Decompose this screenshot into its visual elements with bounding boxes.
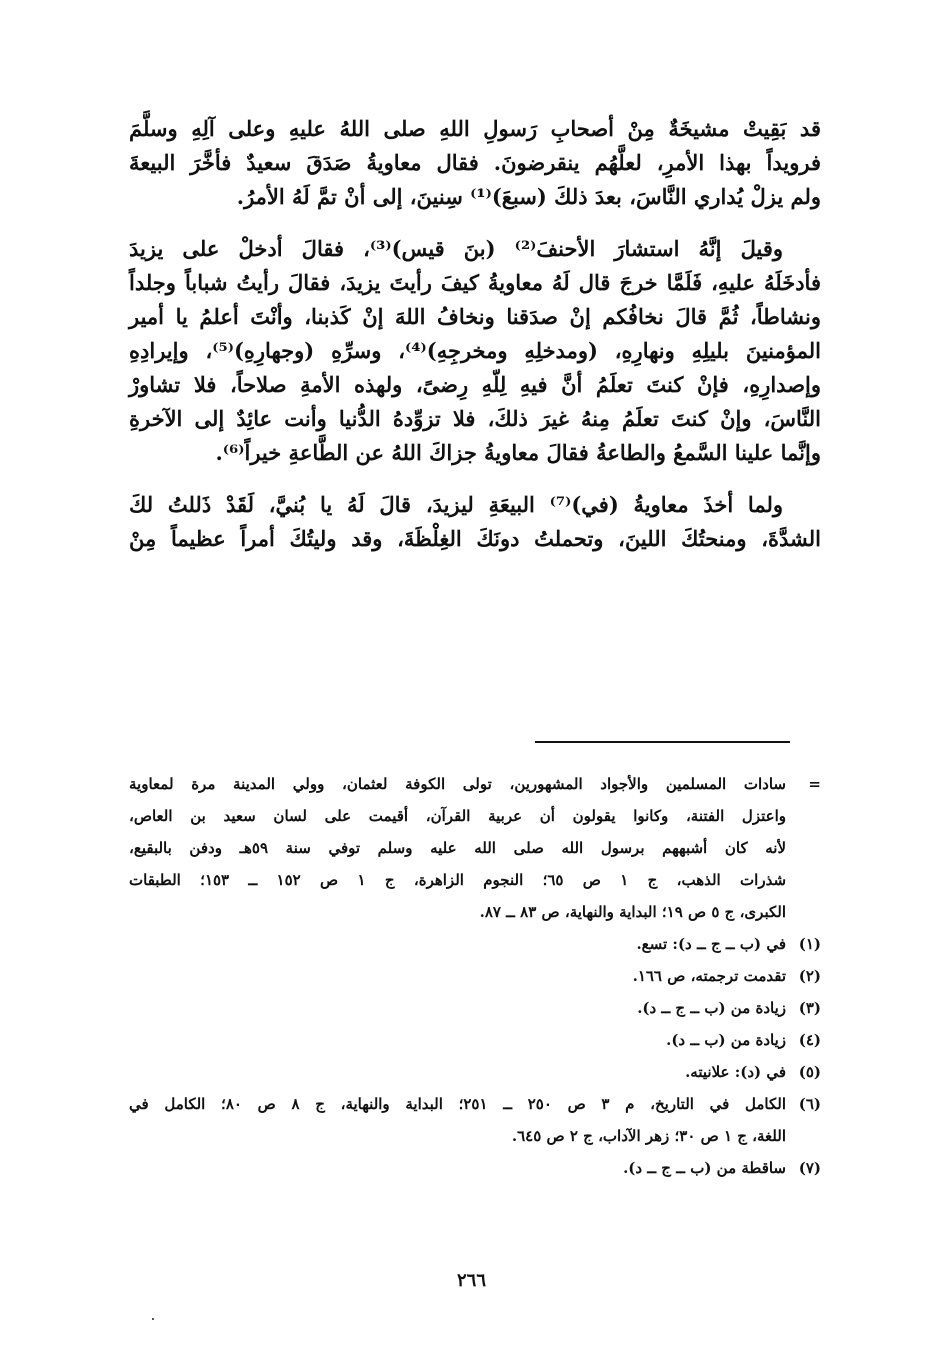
text-line: وإنَّما علينا السَّمعُ والطاعةُ فقالَ معاويةُ جزاكَ اللهُ عن الطَّاعةِ خيراً⁽⁶⁾. <box>215 440 821 465</box>
footnote-number: (٧) <box>798 1159 821 1177</box>
footnote-text: اللغة، ج ١ ص ٣٠؛ زهر الآداب، ج ٢ ص ٦٤٥. <box>511 1127 786 1145</box>
footnote-2 <box>129 960 821 992</box>
text-line: الشدَّةَ، ومنحتُكَ اللينَ، وتحملتُ دونَكَ الغِلْظَةَ، وقد وليتُكَ أمراً عظيماً مِنْ <box>129 526 821 551</box>
footnote-number: (١) <box>798 935 821 953</box>
text-line: فرويداً بهذا الأمرِ، لعلَّهُم ينقرضونَ. فقال معاويةُ صَدَقَ سعيدٌ فأخَّرَ البيعةَ <box>129 150 821 175</box>
footnote-text: في (ب ــ ج ــ د): تسع. <box>636 935 786 953</box>
footnote-5 <box>129 1056 821 1088</box>
footnote-continuation <box>129 768 821 928</box>
paragraph-1 <box>129 112 821 214</box>
footnote-text: في (د): علانيته. <box>685 1063 786 1081</box>
scan-speck <box>152 1318 154 1320</box>
footnote-number: (٢) <box>798 967 821 985</box>
text-line: النَّاسَ، وإنْ كنتَ تعلَمُ مِنهُ غيرَ ذلكَ، فلا تزوِّدهُ الدُّنيا وأنت عائِدٌ إلى الآخرةِ <box>129 406 821 431</box>
footnote-line: الكبرى، ج ٥ ص ١٩؛ البداية والنهاية، ص ٨٣ ــ ٨٧. <box>479 903 786 921</box>
footnotes-section <box>129 768 821 1184</box>
footnote-line: سادات المسلمين والأجواد المشهورين، تولى الكوفة لعثمان، وولي المدينة مرة لمعاوية <box>129 775 786 793</box>
footnote-line: لأنه كان أشبههم برسول الله صلى الله عليه وسلم توفي سنة ٥٩هـ ودفن بالبقيع، <box>129 839 787 857</box>
page-number: ٢٦٦ <box>456 1270 486 1291</box>
footnote-line: شذرات الذهب، ج ١ ص ٦٥؛ النجوم الزاهرة، ج ١ ص ١٥٢ ــ ١٥٣؛ الطبقات <box>129 871 787 889</box>
footnote-separator <box>535 741 790 743</box>
paragraph-2 <box>129 232 821 470</box>
footnote-4 <box>129 1024 821 1056</box>
text-line: المؤمنينَ بليلِهِ ونهارِهِ، (ومدخلِهِ ومخرجِهِ)⁽⁴⁾، وسرِّهِ (وجهارِهِ)⁽⁵⁾، وإيرادِهِ <box>129 338 821 363</box>
text-line: فأدخَلَهُ عليهِ، فَلَمَّا خرجَ قال لَهُ معاويةُ كيفَ رأيتَ يزيدَ، فقالَ رأيتُ شباباً وجلداً <box>129 270 821 295</box>
text-line: قد بَقِيتْ مشيخَةٌ مِنْ أصحابِ رَسولِ اللهِ صلى اللهُ عليهِ وعلى آلِهِ وسلَّمَ <box>129 116 821 141</box>
text-line: ونشاطاً، ثُمَّ قالَ نخافُكم إنْ صدَقنا ونخافُ اللهَ إنْ كَذبنا، وأنْتَ أعلمُ يا أمير <box>129 304 821 329</box>
footnote-3 <box>129 992 821 1024</box>
footnote-number: (٦) <box>798 1095 821 1113</box>
continuation-marker: = <box>808 775 821 793</box>
footnote-text: ساقطة من (ب ــ ج ــ د). <box>623 1159 786 1177</box>
footnote-first-line <box>129 1088 821 1120</box>
text-line: ولما أخذَ معاويةُ (في)⁽⁷⁾ البيعَةِ ليزيدَ، قالَ لَهُ يا بُنيَّ، لَقَدْ ذَللتُ لكَ <box>129 492 784 517</box>
footnote-number: (٤) <box>798 1031 821 1049</box>
paragraph-3 <box>129 488 821 556</box>
footnote-text: زيادة من (ب ــ د). <box>666 1031 786 1049</box>
footnote-number: (٣) <box>798 999 821 1017</box>
text-line: وقيلَ إنَّهُ استشارَ الأحنفَ⁽²⁾ (بنَ قيس)⁽³⁾، فقالَ أدخلْ على يزيدَ <box>129 236 784 261</box>
footnote-text: الكامل في التاريخ، م ٣ ص ٢٥٠ ــ ٢٥١؛ البداية والنهاية، ج ٨ ص ٨٠؛ الكامل في <box>129 1095 786 1113</box>
main-text-body <box>129 112 821 556</box>
footnote-line: واعتزل الفتنة، وكانوا يقولون أن عربية القرآن، أقيمت على لسان سعيد بن العاص، <box>129 807 786 825</box>
text-line: ولم يزلْ يُداري النَّاسَ، بعدَ ذلكَ (سبعَ)⁽¹⁾ سِنينَ، إلى أنْ تمَّ لَهُ الأمرُ. <box>236 184 821 209</box>
footnote-number: (٥) <box>798 1063 821 1081</box>
footnote-text: زيادة من (ب ــ ج ــ د). <box>637 999 786 1017</box>
paragraph-gap <box>129 214 821 232</box>
footnote-text: تقدمت ترجمته، ص ١٦٦. <box>632 967 786 985</box>
text-line: وإصدارِهِ، فإنْ كنتَ تعلَمُ أنَّ فيهِ لِلّهِ رِضىً، ولهذه الأمةِ صلاحاً، فلا تشاورْ <box>129 372 821 397</box>
footnote-7 <box>129 1152 821 1184</box>
paragraph-gap <box>129 470 821 488</box>
footnote-6 <box>129 1088 821 1152</box>
footnote-1 <box>129 928 821 960</box>
